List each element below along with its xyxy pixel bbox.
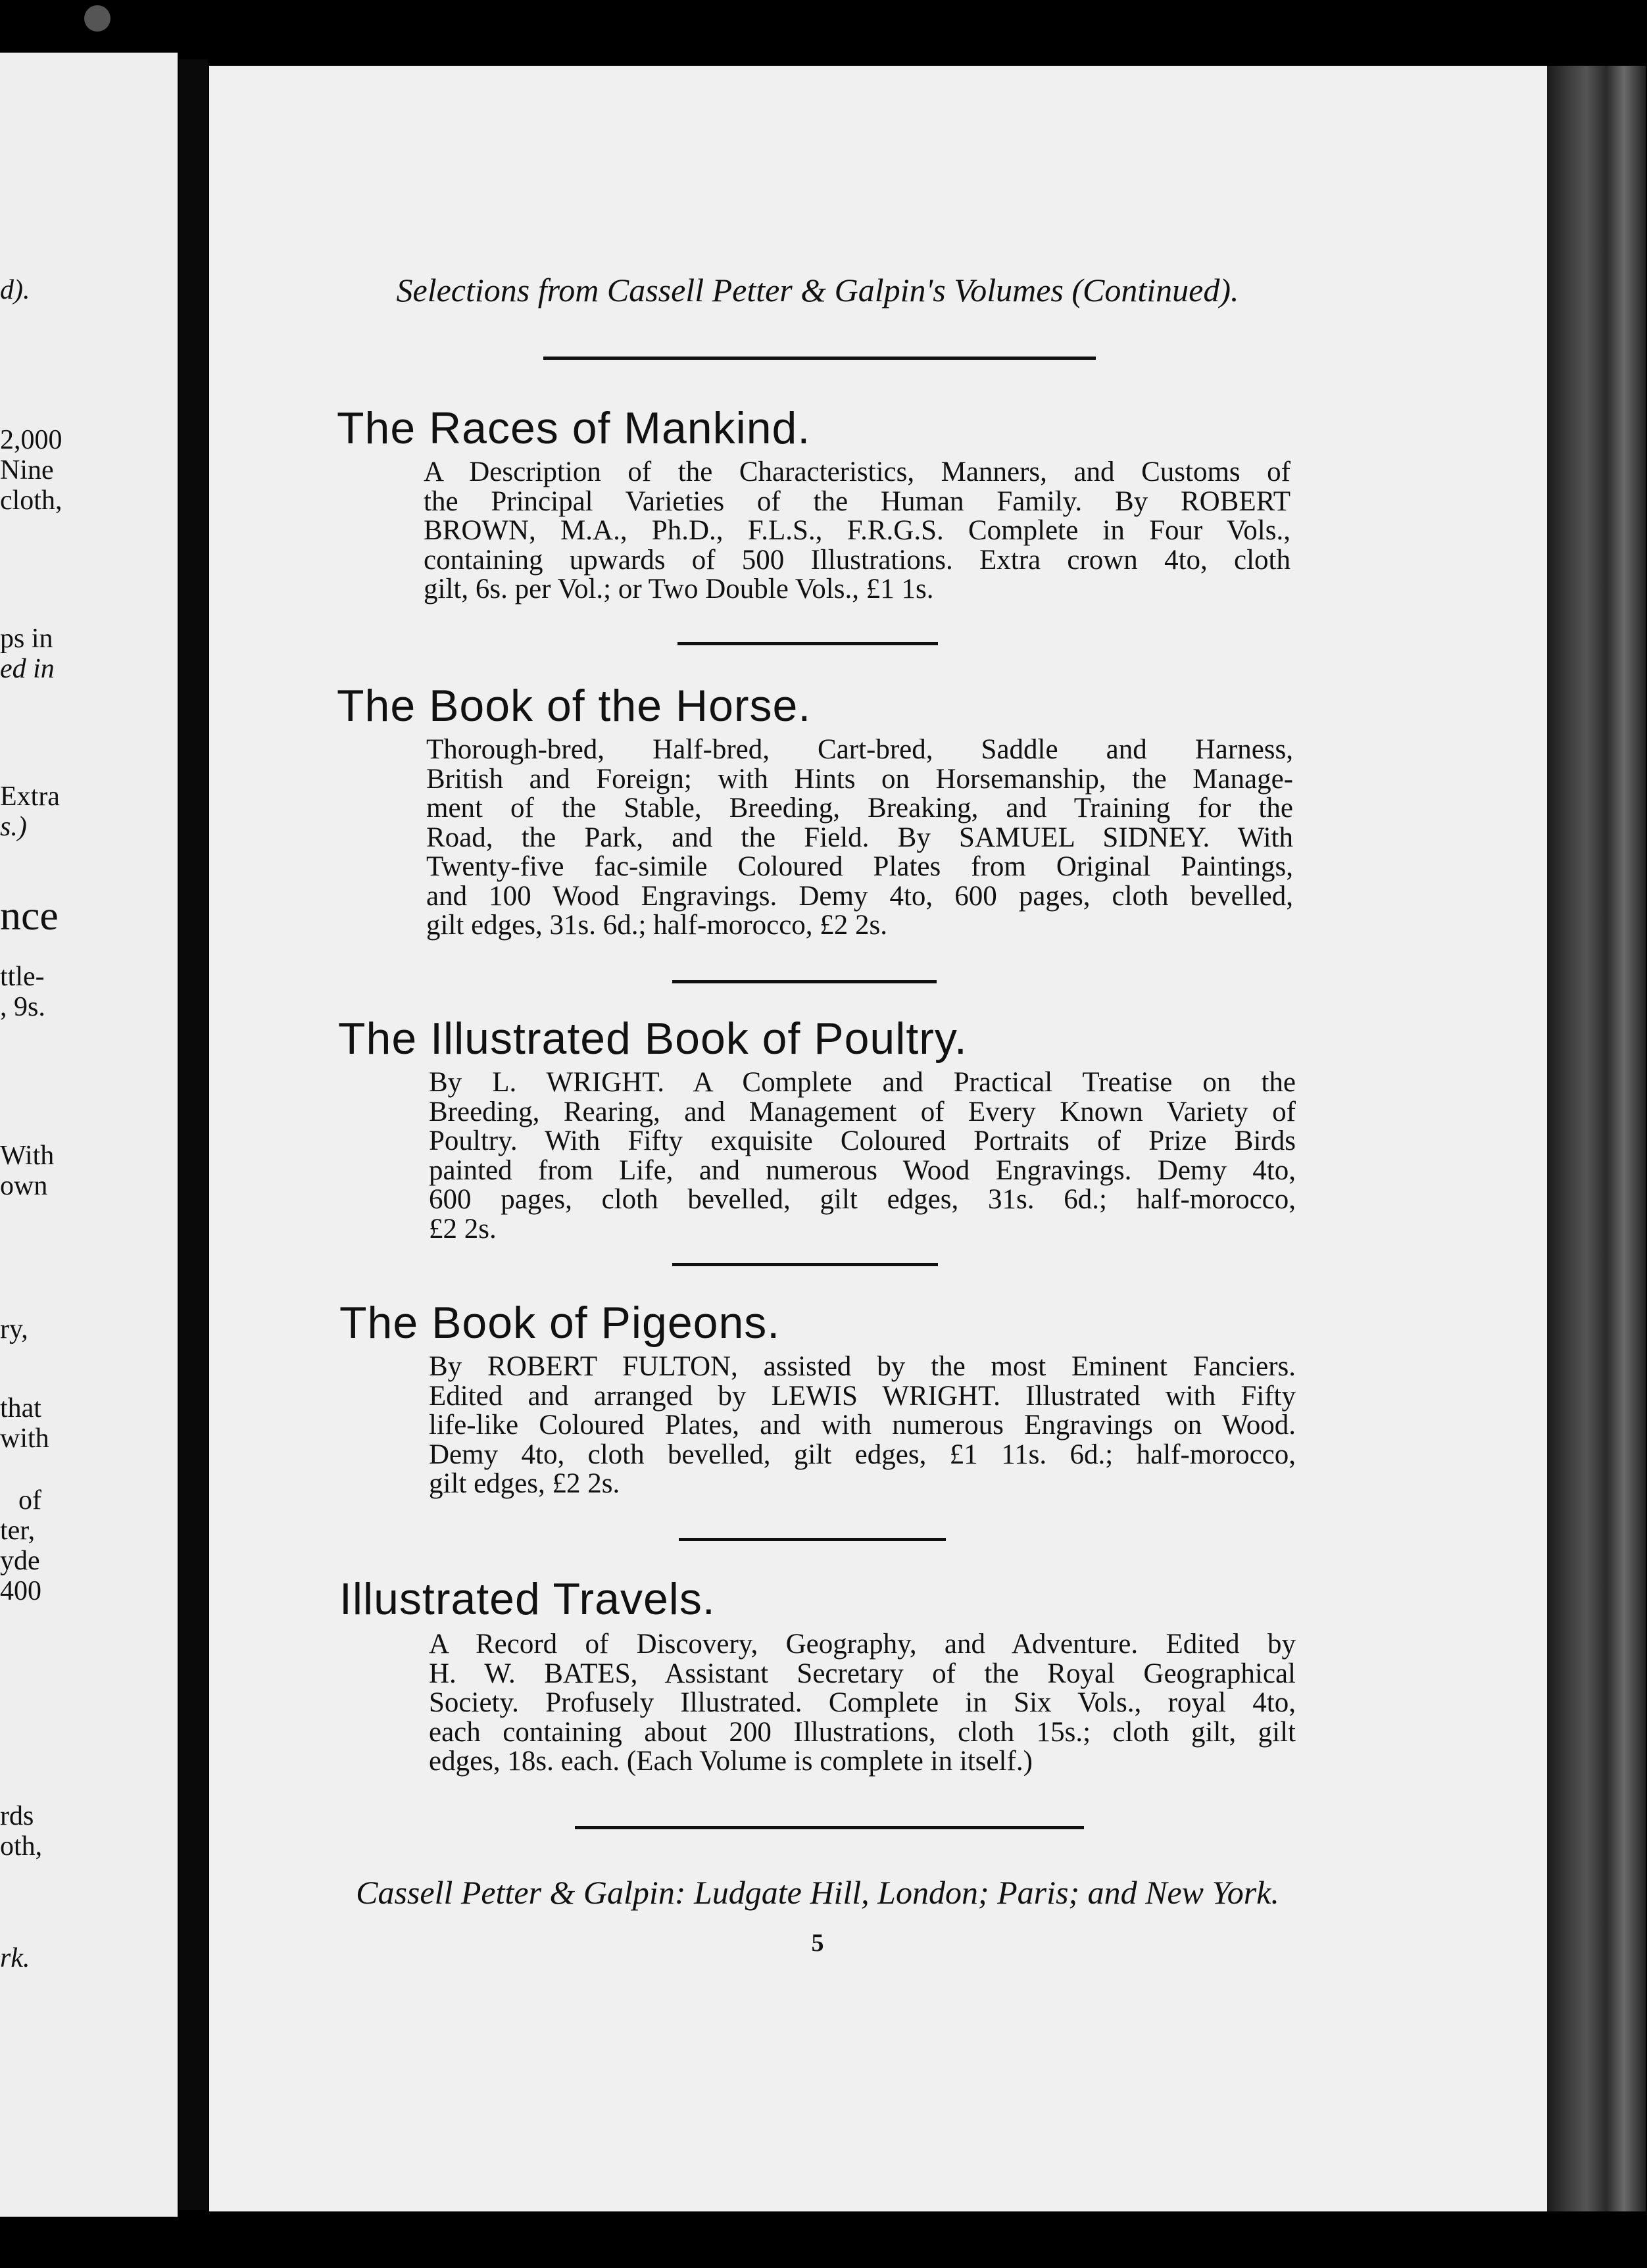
prev-page-text: that bbox=[0, 1393, 41, 1423]
section-divider bbox=[679, 1538, 946, 1541]
entry-line: BROWN, M.A., Ph.D., F.L.S., F.R.G.S. Complete in Four Vols., bbox=[424, 515, 1291, 546]
running-head: Selections from Cassell Petter & Galpin's Volumes (Continued). bbox=[396, 272, 1239, 308]
entry-line: painted from Life, and numerous Wood Engravings. Demy 4to, bbox=[429, 1154, 1296, 1186]
entry-line: Society. Profusely Illustrated. Complete in Six Vols., royal 4to, bbox=[429, 1687, 1296, 1718]
entry-description bbox=[429, 1068, 1296, 1244]
entry-description bbox=[424, 458, 1291, 604]
prev-page-text: rds bbox=[0, 1801, 34, 1831]
entry-line: life-like Coloured Plates, and with numerous Engravings on Wood. bbox=[429, 1410, 1296, 1441]
entry-line: Edited and arranged by LEWIS WRIGHT. Illustrated with Fifty bbox=[429, 1380, 1296, 1412]
prev-page-text: of bbox=[18, 1485, 41, 1516]
entry-line: British and Foreign; with Hints on Horsemanship, the Manage- bbox=[426, 763, 1293, 795]
prev-page-text: s.) bbox=[0, 812, 27, 842]
section-divider bbox=[677, 642, 938, 645]
book-gutter bbox=[179, 59, 208, 2210]
entry-line: and 100 Wood Engravings. Demy 4to, 600 pages, cloth bevelled, bbox=[426, 880, 1293, 912]
prev-page-text: ttle- bbox=[0, 962, 45, 992]
entry-line: Breeding, Rearing, and Management of Every Known Variety of bbox=[429, 1096, 1296, 1127]
entry-line: By L. WRIGHT. A Complete and Practical Treatise on the bbox=[429, 1067, 1296, 1098]
prev-page-text: ps in bbox=[0, 624, 53, 654]
page-edge-stack bbox=[1547, 66, 1646, 2211]
previous-page-fragment bbox=[0, 53, 178, 2217]
prev-page-text: with bbox=[0, 1423, 49, 1454]
prev-page-text: ry, bbox=[0, 1314, 28, 1344]
entry-line: the Principal Varieties of the Human Family. By ROBERT bbox=[424, 485, 1291, 517]
section-divider bbox=[672, 1263, 938, 1266]
entry-description bbox=[426, 735, 1293, 941]
entry-line: containing upwards of 500 Illustrations. Extra crown 4to, cloth bbox=[424, 544, 1291, 576]
entry-title: The Book of Pigeons. bbox=[339, 1298, 781, 1348]
prev-page-text: nce bbox=[0, 892, 59, 939]
publisher-imprint: Cassell Petter & Galpin: Ludgate Hill, London; Paris; and New York. bbox=[356, 1874, 1279, 1911]
page-number: 5 bbox=[811, 1929, 824, 1957]
prev-page-text: Extra bbox=[0, 781, 60, 812]
entry-line: By ROBERT FULTON, assisted by the most Eminent Fanciers. bbox=[429, 1351, 1296, 1382]
entry-line: A Record of Discovery, Geography, and Adventure. Edited by bbox=[429, 1629, 1296, 1660]
entry-line: edges, 18s. each. (Each Volume is complete in itself.) bbox=[429, 1746, 1033, 1777]
entry-title: The Book of the Horse. bbox=[337, 681, 812, 731]
entry-title: The Illustrated Book of Poultry. bbox=[338, 1014, 968, 1064]
entry-line: H. W. BATES, Assistant Secretary of the Royal Geographical bbox=[429, 1658, 1296, 1689]
prev-page-text: ter, bbox=[0, 1516, 36, 1546]
entry-line: Demy 4to, cloth bevelled, gilt edges, £1 11s. 6d.; half-morocco, bbox=[429, 1439, 1296, 1470]
section-divider bbox=[672, 980, 937, 983]
entry-line: Twenty-five fac-simile Coloured Plates from Original Paintings, bbox=[426, 851, 1293, 882]
entry-line: each containing about 200 Illustrations, cloth 15s.; cloth gilt, gilt bbox=[429, 1716, 1296, 1748]
entry-line: gilt edges, £2 2s. bbox=[429, 1468, 620, 1499]
prev-page-text: yde bbox=[0, 1546, 40, 1576]
entry-line: 600 pages, cloth bevelled, gilt edges, 31s. 6d.; half-morocco, bbox=[429, 1184, 1296, 1215]
entry-description bbox=[429, 1352, 1296, 1499]
prev-page-text: rk. bbox=[0, 1943, 30, 1973]
prev-page-text: own bbox=[0, 1171, 48, 1201]
entry-line: gilt, 6s. per Vol.; or Two Double Vols., £1 1s. bbox=[424, 574, 934, 604]
entry-line: gilt edges, 31s. 6d.; half-morocco, £2 2s. bbox=[426, 910, 888, 941]
entry-title: Illustrated Travels. bbox=[339, 1574, 716, 1624]
prev-page-text: 400 bbox=[0, 1576, 41, 1606]
prev-page-text: cloth, bbox=[0, 485, 62, 516]
entry-description bbox=[429, 1630, 1296, 1777]
scan-dust-mark bbox=[84, 5, 111, 32]
footer-rule bbox=[575, 1826, 1084, 1829]
entry-title: The Races of Mankind. bbox=[337, 403, 811, 453]
prev-page-text: ed in bbox=[0, 654, 55, 684]
entry-line: ment of the Stable, Breeding, Breaking, and Training for the bbox=[426, 793, 1293, 824]
entry-line: A Description of the Characteristics, Manners, and Customs of bbox=[424, 456, 1291, 487]
entry-line: Poultry. With Fifty exquisite Coloured Portraits of Prize Birds bbox=[429, 1125, 1296, 1156]
prev-page-text: oth, bbox=[0, 1831, 43, 1861]
header-rule bbox=[543, 357, 1096, 360]
prev-page-text: With bbox=[0, 1141, 55, 1171]
prev-page-text: , 9s. bbox=[0, 992, 45, 1022]
entry-line: Thorough-bred, Half-bred, Cart-bred, Saddle and Harness, bbox=[426, 734, 1293, 765]
prev-page-text: 2,000 bbox=[0, 425, 62, 455]
prev-page-text: d). bbox=[0, 275, 30, 305]
prev-page-text: Nine bbox=[0, 455, 54, 485]
entry-line: Road, the Park, and the Field. By SAMUEL SIDNEY. With bbox=[426, 822, 1293, 853]
entry-line: £2 2s. bbox=[429, 1213, 497, 1245]
